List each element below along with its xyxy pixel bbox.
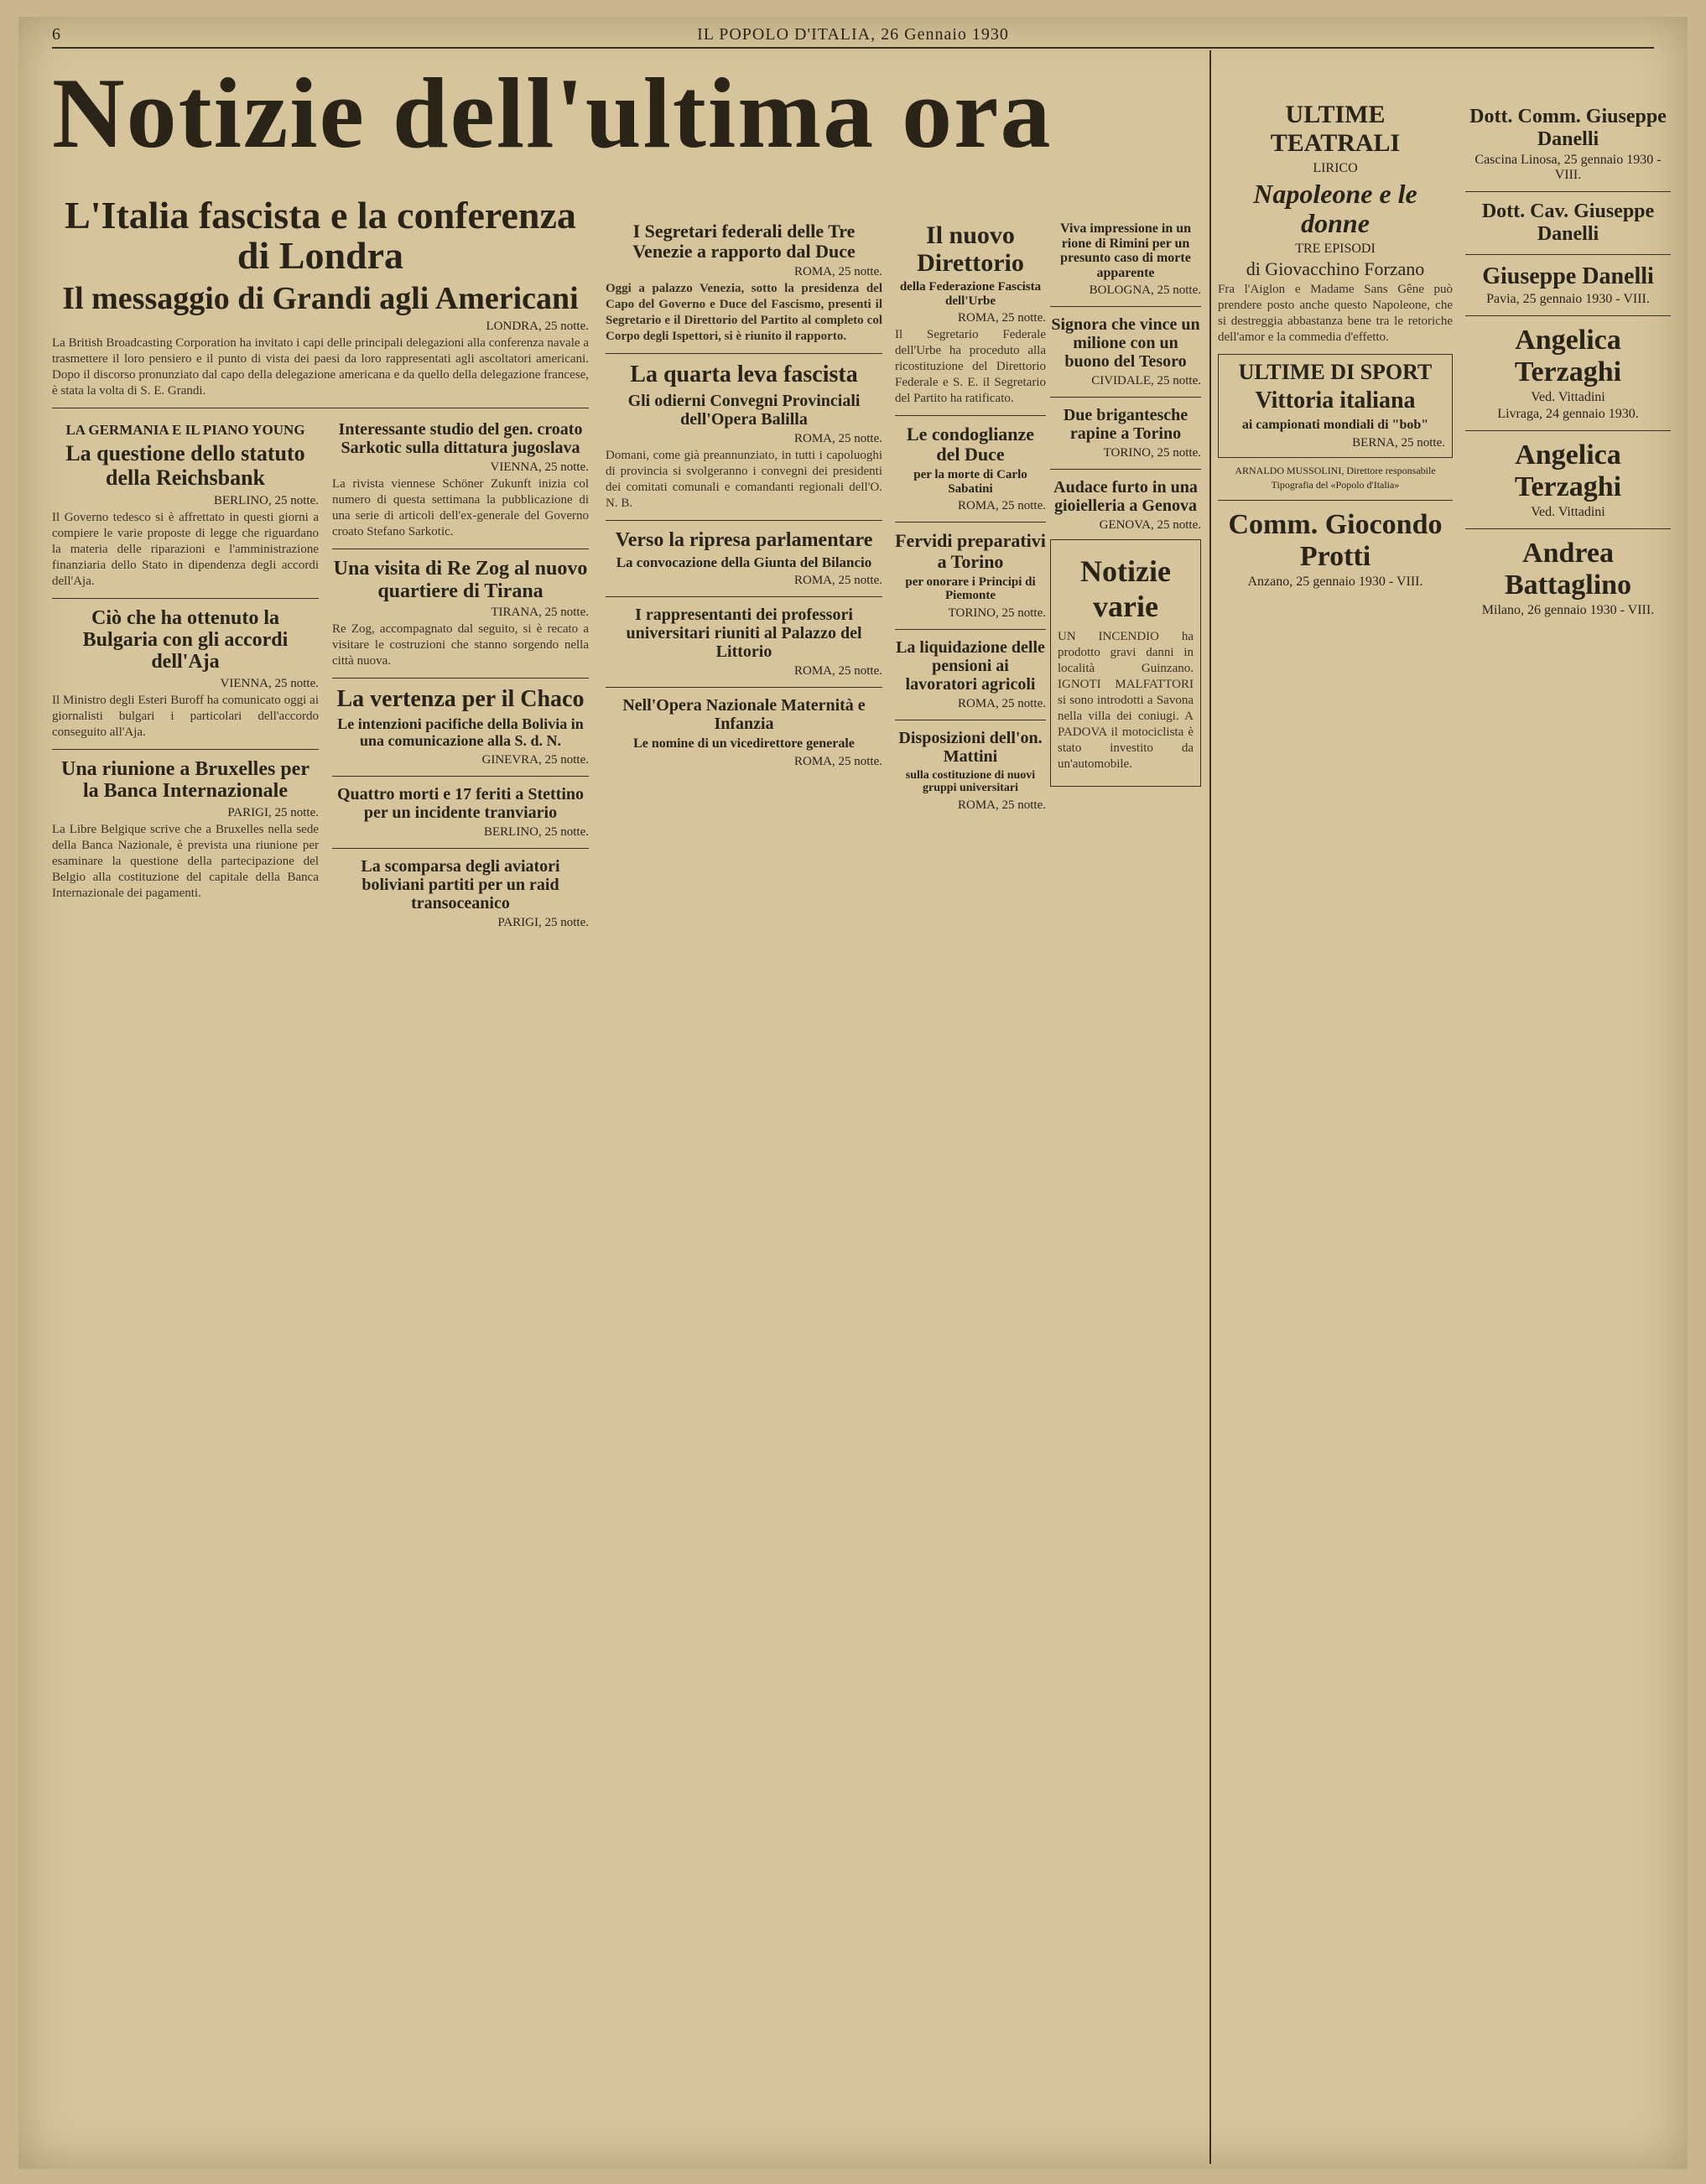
- editor-line: ARNALDO MUSSOLINI, Direttore responsabile: [1235, 464, 1436, 476]
- col1-right: [332, 417, 589, 931]
- notice-name: Dott. Comm. Giuseppe Danelli: [1469, 106, 1667, 150]
- article-headline: La liquidazione delle pensioni ai lavoratori agricoli: [896, 637, 1045, 694]
- page-number: 6: [52, 25, 61, 44]
- newspaper-page: [18, 17, 1688, 2169]
- separator: [1050, 397, 1201, 398]
- article-subhead: per onorare i Principi di Piemonte: [905, 575, 1036, 603]
- column-4: [895, 218, 1046, 2152]
- article-headline: Viva impressione in un rione di Rimini per un presunto caso di morte apparente: [1059, 221, 1192, 280]
- main-body: La British Broadcasting Corporation ha invitato i capi delle principali delegazioni alla conferenza navale a trasmettere il loro pensiero e il punto di vista dei paesi da loro rappresentati agli ascoltatori americani. Dopo il discorso pronunziato dal capo della delegazione americana e da quello della delegazione francese, è stata la volta di S. E. Grandi.: [52, 336, 589, 398]
- section-title: Notizie varie: [1080, 554, 1171, 624]
- notice-name: Angelica Terzaghi: [1514, 325, 1622, 387]
- article-headline: La scomparsa degli aviatori boliviani partiti per un raid transoceanico: [361, 856, 560, 913]
- dateline: ROMA, 25 notte.: [794, 432, 882, 446]
- dateline: GENOVA, 25 notte.: [1099, 518, 1201, 533]
- dateline: BERLINO, 25 notte.: [214, 493, 319, 507]
- main-dateline: LONDRA, 25 notte.: [486, 320, 589, 334]
- article-body: Oggi a palazzo Venezia, sotto la presidenza del Capo del Governo e Duce del Fascismo, presenti il Segretario e il Direttorio del Partito al completo col Corpo degli Ispettori, si è riunito il rapporto.: [606, 282, 882, 344]
- article-headline: Quattro morti e 17 feriti a Stettino per un incidente tranviario: [337, 784, 584, 822]
- article-headline: Signora che vince un milione con un buono del Tesoro: [1051, 315, 1200, 372]
- article-subhead: per la morte di Carlo Sabatini: [913, 468, 1027, 496]
- dateline: BERLINO, 25 notte.: [484, 824, 589, 839]
- notice-place: Anzano, 25 gennaio 1930 - VIII.: [1247, 574, 1423, 589]
- separator: [606, 687, 882, 688]
- article-body: La Libre Belgique scrive che a Bruxelles nella sede della Banca Nazionale, è prevista una riunione per esaminare la questione della partecipazione del Belgio alla costituzione del capitale della Banca Internazionale dei pagamenti.: [52, 822, 319, 900]
- col1-left: [52, 417, 319, 909]
- article-headline: Ciò che ha ottenuto la Bulgaria con gli accordi dell'Aja: [82, 606, 289, 673]
- article-headline: Il nuovo Direttorio: [917, 221, 1024, 277]
- masthead: Notizie dell'ultima ora: [52, 57, 1053, 169]
- article-body: Re Zog, accompagnato dal seguito, si è recato a visitare le costruzioni che stanno sorgendo nella città nuova.: [332, 622, 589, 668]
- separator: [895, 629, 1046, 630]
- dateline: ROMA, 25 notte.: [958, 499, 1046, 513]
- article-headline: Interessante studio del gen. croato Sarkotic sulla dittatura jugoslava: [338, 420, 583, 458]
- dateline: ROMA, 25 notte.: [794, 754, 882, 768]
- article-headline: Vittoria italiana: [1255, 387, 1416, 414]
- article-subhead: La convocazione della Giunta del Bilancio: [616, 554, 872, 570]
- column-6: [1218, 101, 1453, 2152]
- article-headline: Nell'Opera Nazionale Maternità e Infanzia: [622, 696, 866, 734]
- column-7: [1465, 101, 1671, 2152]
- article-headline: La quarta leva fascista: [630, 361, 858, 388]
- article-headline: I rappresentanti dei professori universitari riuniti al Palazzo del Littorio: [626, 606, 862, 662]
- column-1: [52, 189, 589, 2152]
- dateline: ROMA, 25 notte.: [794, 574, 882, 588]
- article-subhead: sulla costituzione di nuovi gruppi universitari: [905, 768, 1036, 795]
- separator: [1465, 315, 1671, 316]
- printer-line: Tipografia del «Popolo d'Italia»: [1271, 478, 1400, 491]
- notice-name: Angelica Terzaghi: [1514, 439, 1622, 502]
- dateline: CIVIDALE, 25 notte.: [1091, 374, 1201, 388]
- notice-place: Cascina Linosa, 25 gennaio 1930 - VIII.: [1475, 153, 1662, 182]
- notice-name: Comm. Giocondo Protti: [1228, 508, 1443, 572]
- column-5: [1050, 218, 1201, 2152]
- separator: [1465, 430, 1671, 431]
- dateline: BERNA, 25 notte.: [1352, 435, 1445, 450]
- separator: [1465, 254, 1671, 255]
- section-label: LA GERMANIA E IL PIANO YOUNG: [65, 422, 305, 439]
- column-rule: [1209, 50, 1211, 2164]
- main-subhead: Il messaggio di Grandi agli Americani: [62, 280, 579, 316]
- separator: [895, 415, 1046, 416]
- dateline: PARIGI, 25 notte.: [497, 915, 589, 929]
- dateline: TIRANA, 25 notte.: [491, 606, 589, 620]
- dateline: PARIGI, 25 notte.: [227, 805, 319, 819]
- article-headline: La vertenza per il Chaco: [336, 686, 585, 713]
- separator: [1050, 469, 1201, 470]
- main-headline: L'Italia fascista e la conferenza di Londra: [65, 194, 576, 278]
- section-label: LIRICO: [1313, 161, 1358, 175]
- notice-name: Dott. Cav. Giuseppe Danelli: [1481, 200, 1655, 245]
- separator: [1465, 191, 1671, 192]
- separator: [606, 520, 882, 521]
- separator: [52, 598, 319, 599]
- separator: [332, 678, 589, 679]
- article-subhead: ai campionati mondiali di "bob": [1241, 418, 1429, 433]
- column-3: [606, 218, 882, 2152]
- separator: [332, 848, 589, 849]
- separator: [52, 749, 319, 750]
- notice-subtitle: Ved. Vittadini: [1531, 505, 1605, 519]
- dateline: BOLOGNA, 25 notte.: [1089, 283, 1201, 298]
- article-subhead: Gli odierni Convegni Provinciali dell'Opera Balilla: [627, 392, 861, 429]
- article-headline: Le condoglianze del Duce: [906, 424, 1035, 465]
- article-body: Il Ministro degli Esteri Buroff ha comunicato oggi ai giornalisti bulgari i particolari dell'accordo conseguito all'Aja.: [52, 693, 319, 739]
- running-header: [52, 25, 1654, 49]
- article-body: Fra l'Aiglon e Madame Sans Gêne può prendere posto anche questo Napoleone, che si destreggia abbastanza bene tra le retoriche dell'amor e la commedia d'effetto.: [1218, 283, 1453, 345]
- running-title: IL POPOLO D'ITALIA, 26 Gennaio 1930: [697, 25, 1009, 44]
- section-title: ULTIME DI SPORT: [1238, 360, 1433, 385]
- notice-place: Livraga, 24 gennaio 1930.: [1497, 407, 1639, 421]
- article-headline: Disposizioni dell'on. Mattini: [898, 728, 1043, 766]
- dateline: TORINO, 25 notte.: [948, 606, 1046, 620]
- article-body: La rivista viennese Schöner Zukunft inizia col numero di questa settimana la pubblicazione di una serie di articoli dell'ex-generale del Governo croato Stefano Sarkotic.: [332, 477, 589, 539]
- article-headline: Audace furto in una gioielleria a Genova: [1053, 478, 1198, 516]
- notice-name: Andrea Battaglino: [1504, 538, 1632, 601]
- dateline: ROMA, 25 notte.: [958, 311, 1046, 325]
- article-subhead: TRE EPISODI: [1295, 242, 1376, 257]
- notizie-varie-box: [1050, 539, 1201, 787]
- article-subhead: della Federazione Fascista dell'Urbe: [899, 280, 1042, 308]
- sport-box: [1218, 354, 1453, 457]
- separator: [606, 596, 882, 597]
- notice-subtitle: Ved. Vittadini: [1531, 390, 1605, 404]
- article-headline: Verso la ripresa parlamentare: [615, 529, 873, 552]
- article-headline: I Segretari federali delle Tre Venezie a rapporto dal Duce: [632, 221, 856, 263]
- article-body: Il Governo tedesco si è affrettato in questi giorni a compiere le varie proposte di legge che riguardano la materia delle riparazioni e l'amministrazione finanziaria dello Stato in dipendenza degli accordi dell'Aja.: [52, 510, 319, 588]
- article-headline: La questione dello statuto della Reichsbank: [65, 441, 305, 490]
- separator: [1218, 500, 1453, 501]
- article-subhead: Le nomine di un vicedirettore generale: [633, 736, 855, 751]
- article-body: Domani, come già preannunziato, in tutti i capoluoghi di provincia si svolgeranno i convegni dei presidenti dei comitati comunali e comandanti regionali dell'O. N. B.: [606, 449, 882, 511]
- article-subhead: di Giovacchino Forzano: [1246, 258, 1425, 280]
- dateline: ROMA, 25 notte.: [958, 798, 1046, 812]
- dateline: ROMA, 25 notte.: [794, 664, 882, 679]
- dateline: ROMA, 25 notte.: [794, 265, 882, 279]
- article-body: UN INCENDIO ha prodotto gravi danni in località Guinzano. IGNOTI MALFATTORI si sono introdotti a Savona nella villa dei coniugi. A PADOVA il motociclista è stato investito da un'automobile.: [1058, 630, 1194, 772]
- article-body: Il Segretario Federale dell'Urbe ha proceduto alla ricostituzione del Direttorio Federale e S. E. il Segretario del Partito ha ratificato.: [895, 328, 1046, 405]
- dateline: TORINO, 25 notte.: [1103, 446, 1201, 460]
- separator: [332, 776, 589, 777]
- dateline: VIENNA, 25 notte.: [220, 676, 319, 690]
- separator: [895, 522, 1046, 523]
- separator: [1050, 306, 1201, 307]
- notice-name: Giuseppe Danelli: [1482, 263, 1654, 289]
- separator: [606, 353, 882, 354]
- dateline: ROMA, 25 notte.: [958, 696, 1046, 710]
- dateline: VIENNA, 25 notte.: [490, 460, 589, 475]
- article-subhead: Le intenzioni pacifiche della Bolivia in una comunicazione alla S. d. N.: [337, 715, 584, 749]
- notice-place: Pavia, 25 gennaio 1930 - VIII.: [1486, 292, 1650, 306]
- article-headline: Una visita di Re Zog al nuovo quartiere di Tirana: [333, 558, 588, 602]
- article-headline: Napoleone e le donne: [1253, 179, 1417, 239]
- article-headline: Due brigantesche rapine a Torino: [1063, 406, 1188, 444]
- notice-place: Milano, 26 gennaio 1930 - VIII.: [1481, 603, 1655, 617]
- separator: [1465, 528, 1671, 529]
- section-title: ULTIME TEATRALI: [1270, 101, 1401, 157]
- article-headline: Fervidi preparativi a Torino: [895, 530, 1046, 572]
- article-headline: Una riunione a Bruxelles per la Banca Internazionale: [60, 757, 309, 803]
- dateline: GINEVRA, 25 notte.: [481, 752, 589, 767]
